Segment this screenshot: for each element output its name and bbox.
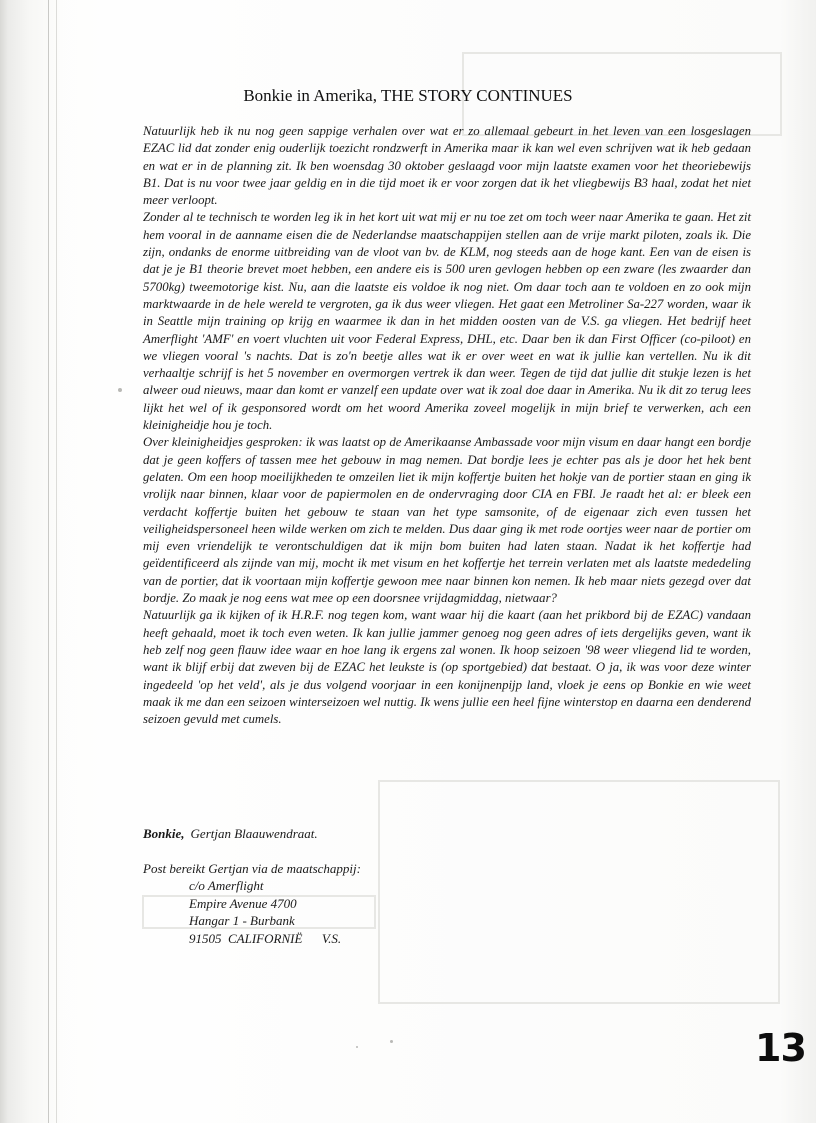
page-number: 13 <box>755 1026 806 1070</box>
article-title: Bonkie in Amerika, THE STORY CONTINUES <box>243 86 573 105</box>
page-spine-shadow <box>0 0 62 1123</box>
paragraph: Natuurlijk ga ik kijken of ik H.R.F. nog tegen kom, want waar hij die kaart (aan het prikbord bij de EZAC) vandaan heeft gehaald, moet ik toch even weten. Ik kan jullie jammer genoeg nog geen adres of iets dergelijks geven, want ik heb zelf nog geen flauw idee waar en hoe lang ik ergens zal wonen. Ik hoop seizoen '98 weer vliegend lid te worden, want ik blijf erbij dat zweven bij de EZAC het leukste is (op sportgebied) dat bestaat. O ja, ik was voor deze winter ingedeeld 'op het veld', als je dus volgend voorjaar in een konijnenpijp land, vloek je eens op Bonkie en wie weet maak ik me dan een seizoen winterseizoen wel nuttig. Ik wens jullie een heel fijne winterstop en daarna een denderend seizoen gevuld met cumels. <box>143 608 751 727</box>
spine-fold-line <box>56 0 57 1123</box>
paragraph: Natuurlijk heb ik nu nog geen sappige verhalen over wat er zo allemaal gebeurt in het leven van een losgeslagen EZAC lid dat zonder enig ouderlijk toezicht rondzwerft in Amerika maar ik kan wel even schrijven wat ik heb gedaan en wat er in de planning zit. Ik ben woensdag 30 oktober geslaagd voor mijn laatste examen voor het theoriebewijs B1. Dat is nu voor twee jaar geldig en in die tijd moet ik er voor zorgen dat ik het vliegbewijs B3 haal, zodat het niet meer verloopt. <box>143 124 751 208</box>
signature-full-name: Gertjan Blaauwendraat. <box>190 826 318 841</box>
address-line: 91505 CALIFORNIË V.S. <box>189 930 342 946</box>
address-line: c/o Amerflight <box>189 878 264 894</box>
article-body <box>143 123 751 728</box>
scan-speck <box>118 388 122 392</box>
show-through-ad-box <box>378 780 780 1004</box>
postal-address-block <box>143 860 361 947</box>
scan-speck <box>356 1046 358 1048</box>
paragraph: Zonder al te technisch te worden leg ik in het kort uit wat mij er nu toe zet om toch weer naar Amerika te gaan. Het zit hem vooral in de aanname eisen die de Nederlandse maatschappijen stellen aan de vrije markt piloten, zoals ik. Die zijn, ondanks de enorme uitbreiding van de vloot van bv. de KLM, nog steeds aan de hoge kant. Een van de eisen is dat je je B1 theorie brevet moet hebben, een andere eis is 500 uren gevlogen hebben op een zware (les zwaarder dan 5700kg) tweemotorige kist. Nu, aan die laatste eis voldoe ik nog niet. Om daar toch aan te voldoen en zo ook mijn marktwaarde in de hele wereld te vergroten, ga ik dus weer vliegen. Het gaat een Metroliner Sa-227 worden, waar ik in Seattle mijn training op krijg en waarmee ik dan in het midden oosten van de V.S. ga vliegen. Het bedrijf heet Amerflight 'AMF' en voert vluchten uit voor Federal Express, DHL, etc. Daar ben ik dan First Officer (co-piloot) en we vliegen vooral 's nachts. Dat is zo'n beetje alles wat ik er over weet en wat ik jullie kan vertellen. Nu ik dit verhaaltje schrijf is het 5 november en overmorgen vertrek ik dan weer. Tegen de tijd dat jullie dit stukje lezen is het alweer oud nieuws, maar dan komt er vanzelf een update over wat ik zoal doe daar in Amerika. Nu ik dit zo terug lees lijkt het wel of ik gesponsored wordt om het woord Amerika zoveel mogelijk in mijn brief te verwerken, ach een kleinigheidje hou je toch. <box>143 210 751 433</box>
scan-speck <box>390 1040 393 1043</box>
paragraph: Over kleinigheidjes gesproken: ik was laatst op de Amerikaanse Ambassade voor mijn visum en daar hangt een bordje dat je geen koffers of tassen mee het gebouw in mag nemen. Dat bordje lees je echter pas als je door het hek bent gelaten. Om een hoop moeilijkheden te omzeilen liet ik mijn koffertje buiten het hokje van de portier staan en ging ik vrolijk naar binnen, klaar voor de papiermolen en de ondervraging door CIA en FBI. Je raadt het al: er bleek een verdacht koffertje buiten het gebouw te staan van het type samsonite, of de eigenaar zich even tussen het veiligheidspersoneel heen wilde werken om zich te melden. Dus daar ging ik met rode oortjes weer naar de portier om mij even vriendelijk te verontschuldigen dat ik mijn bom buiten had laten staan. Nadat ik het koffertje had geïdentificeerd als zijnde van mij, mocht ik met visum en het koffertje het terrein verlaten met als laatste mededeling van de portier, dat ik voortaan mijn koffertje gewoon mee naar binnen kon nemen. Ik heb maar niets gezegd over dat bordje. Zo maak je nog eens wat mee op een doorsnee vrijdagmiddag, nietwaar? <box>143 435 751 606</box>
address-line: Empire Avenue 4700 <box>189 895 297 911</box>
postal-intro: Post bereikt Gertjan via de maatschappij: <box>143 861 361 876</box>
spine-fold-line <box>48 0 49 1123</box>
signature <box>143 826 318 842</box>
signature-nickname: Bonkie, <box>143 826 185 841</box>
address-line: Hangar 1 - Burbank <box>189 913 295 929</box>
